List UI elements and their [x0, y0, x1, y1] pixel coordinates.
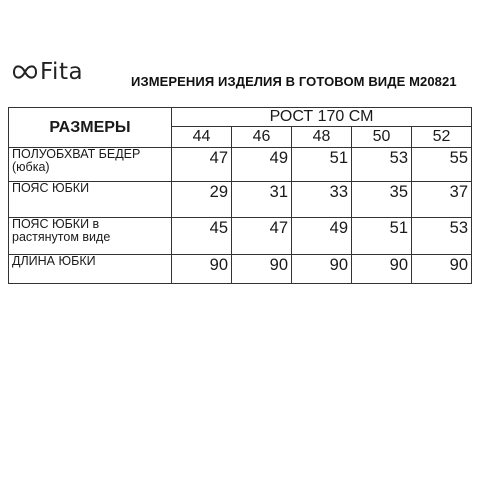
value-cell: 90 — [172, 255, 232, 284]
row-label-line1: ПОЛУОБХВАТ БЕДЕР — [12, 147, 141, 161]
value-cell: 49 — [292, 218, 352, 255]
table-row — [9, 218, 472, 255]
row-label-line2: растянутом виде — [12, 230, 111, 244]
value-cell: 37 — [412, 182, 472, 218]
value-cell: 90 — [232, 255, 292, 284]
size-header-cell: 48 — [292, 127, 352, 148]
row-label — [9, 218, 172, 255]
table-header-row — [9, 108, 472, 127]
row-label — [9, 182, 172, 218]
value-cell: 47 — [172, 148, 232, 182]
size-header-cell: 50 — [352, 127, 412, 148]
size-measurements-table — [8, 107, 472, 284]
value-cell: 51 — [352, 218, 412, 255]
row-label-line2: (юбка) — [12, 160, 50, 174]
value-cell: 53 — [352, 148, 412, 182]
value-cell: 53 — [412, 218, 472, 255]
row-label — [9, 148, 172, 182]
table-row — [9, 255, 472, 284]
value-cell: 55 — [412, 148, 472, 182]
brand-logo — [12, 57, 83, 87]
value-cell: 49 — [232, 148, 292, 182]
page-title: ИЗМЕРЕНИЯ ИЗДЕЛИЯ В ГОТОВОМ ВИДЕ M20821 — [131, 74, 457, 89]
height-header: РОСТ 170 СМ — [172, 108, 472, 127]
value-cell: 90 — [412, 255, 472, 284]
value-cell: 47 — [232, 218, 292, 255]
table-row — [9, 182, 472, 218]
table-row — [9, 148, 472, 182]
row-label — [9, 255, 172, 284]
value-cell: 45 — [172, 218, 232, 255]
value-cell: 51 — [292, 148, 352, 182]
value-cell: 29 — [172, 182, 232, 218]
value-cell: 33 — [292, 182, 352, 218]
size-header-cell: 46 — [232, 127, 292, 148]
value-cell: 31 — [232, 182, 292, 218]
sizes-header: РАЗМЕРЫ — [9, 108, 172, 148]
value-cell: 35 — [352, 182, 412, 218]
size-header-cell: 44 — [172, 127, 232, 148]
row-label-line1: ПОЯС ЮБКИ в — [12, 217, 100, 231]
brand-name: Fita — [40, 59, 84, 85]
value-cell: 90 — [352, 255, 412, 284]
size-header-cell: 52 — [412, 127, 472, 148]
row-label-line1: ПОЯС ЮБКИ — [12, 181, 90, 195]
fita-infinity-logo-icon — [12, 61, 38, 83]
row-label-line1: ДЛИНА ЮБКИ — [12, 254, 96, 268]
value-cell: 90 — [292, 255, 352, 284]
